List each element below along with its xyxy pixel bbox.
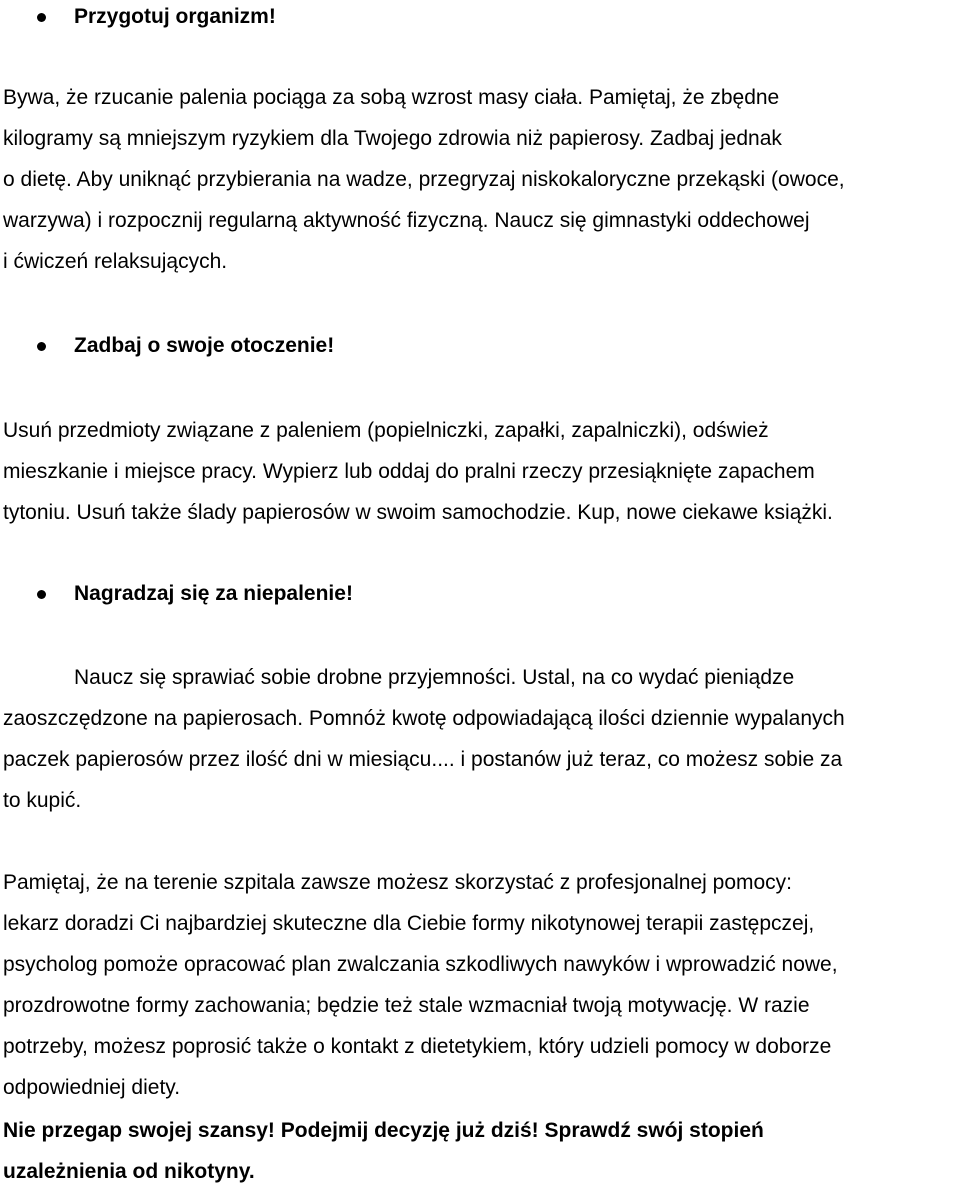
text-line: prozdrowotne formy zachowania; będzie też stale wzmacniał twoją motywację. W razie [3,994,810,1017]
paragraph-surroundings [3,410,958,533]
call-to-action [3,1110,958,1192]
text-line: Usuń przedmioty związane z paleniem (popielniczki, zapałki, zapalniczki), odśwież [3,419,769,442]
paragraph-closing [3,862,958,1108]
text-line: potrzeby, możesz poprosić także o kontakt z dietetykiem, który udzieli pomocy w doborze [3,1035,832,1058]
bullet-icon [37,342,46,351]
paragraph-prepare-body [3,77,958,282]
text-line: lekarz doradzi Ci najbardziej skuteczne dla Ciebie formy nikotynowej terapii zastępczej, [3,912,815,935]
text-line: o dietę. Aby uniknąć przybierania na wadze, przegryzaj niskokaloryczne przekąski (owoce, [3,168,845,191]
heading-text: Nagradzaj się za niepalenie! [74,582,353,605]
text-line: psycholog pomoże opracować plan zwalczania szkodliwych nawyków i wprowadzić nowe, [3,953,838,976]
text-line: paczek papierosów przez ilość dni w miesiącu.... i postanów już teraz, co możesz sobie za [3,748,843,771]
bullet-icon [37,590,46,599]
text-line: Bywa, że rzucanie palenia pociąga za sobą wzrost masy ciała. Pamiętaj, że zbędne [3,86,780,109]
text-line: mieszkanie i miejsce pracy. Wypierz lub oddaj do pralni rzeczy przesiąknięte zapachem [3,460,815,483]
paragraph-reward [3,657,958,821]
text-line: Naucz się sprawiać sobie drobne przyjemności. Ustal, na co wydać pieniądze [74,666,795,689]
text-line: odpowiedniej diety. [3,1076,181,1099]
text-line: to kupić. [3,789,82,812]
text-line: zaoszczędzone na papierosach. Pomnóż kwotę odpowiadającą ilości dziennie wypalanych [3,707,845,730]
text-line: warzywa) i rozpocznij regularną aktywność fizyczną. Naucz się gimnastyki oddechowej [3,209,810,232]
text-line: uzależnienia od nikotyny. [3,1160,255,1183]
heading-text: Zadbaj o swoje otoczenie! [74,334,335,357]
text-line: kilogramy są mniejszym ryzykiem dla Twojego zdrowia niż papierosy. Zadbaj jednak [3,127,782,150]
text-line: Pamiętaj, że na terenie szpitala zawsze możesz skorzystać z profesjonalnej pomocy: [3,871,793,894]
bullet-icon [37,13,46,22]
text-line: tytoniu. Usuń także ślady papierosów w swoim samochodzie. Kup, nowe ciekawe książki. [3,501,833,524]
text-line: Nie przegap swojej szansy! Podejmij decyzję już dziś! Sprawdź swój stopień [3,1119,764,1142]
text-line: i ćwiczeń relaksujących. [3,250,228,273]
heading-text: Przygotuj organizm! [74,5,276,28]
